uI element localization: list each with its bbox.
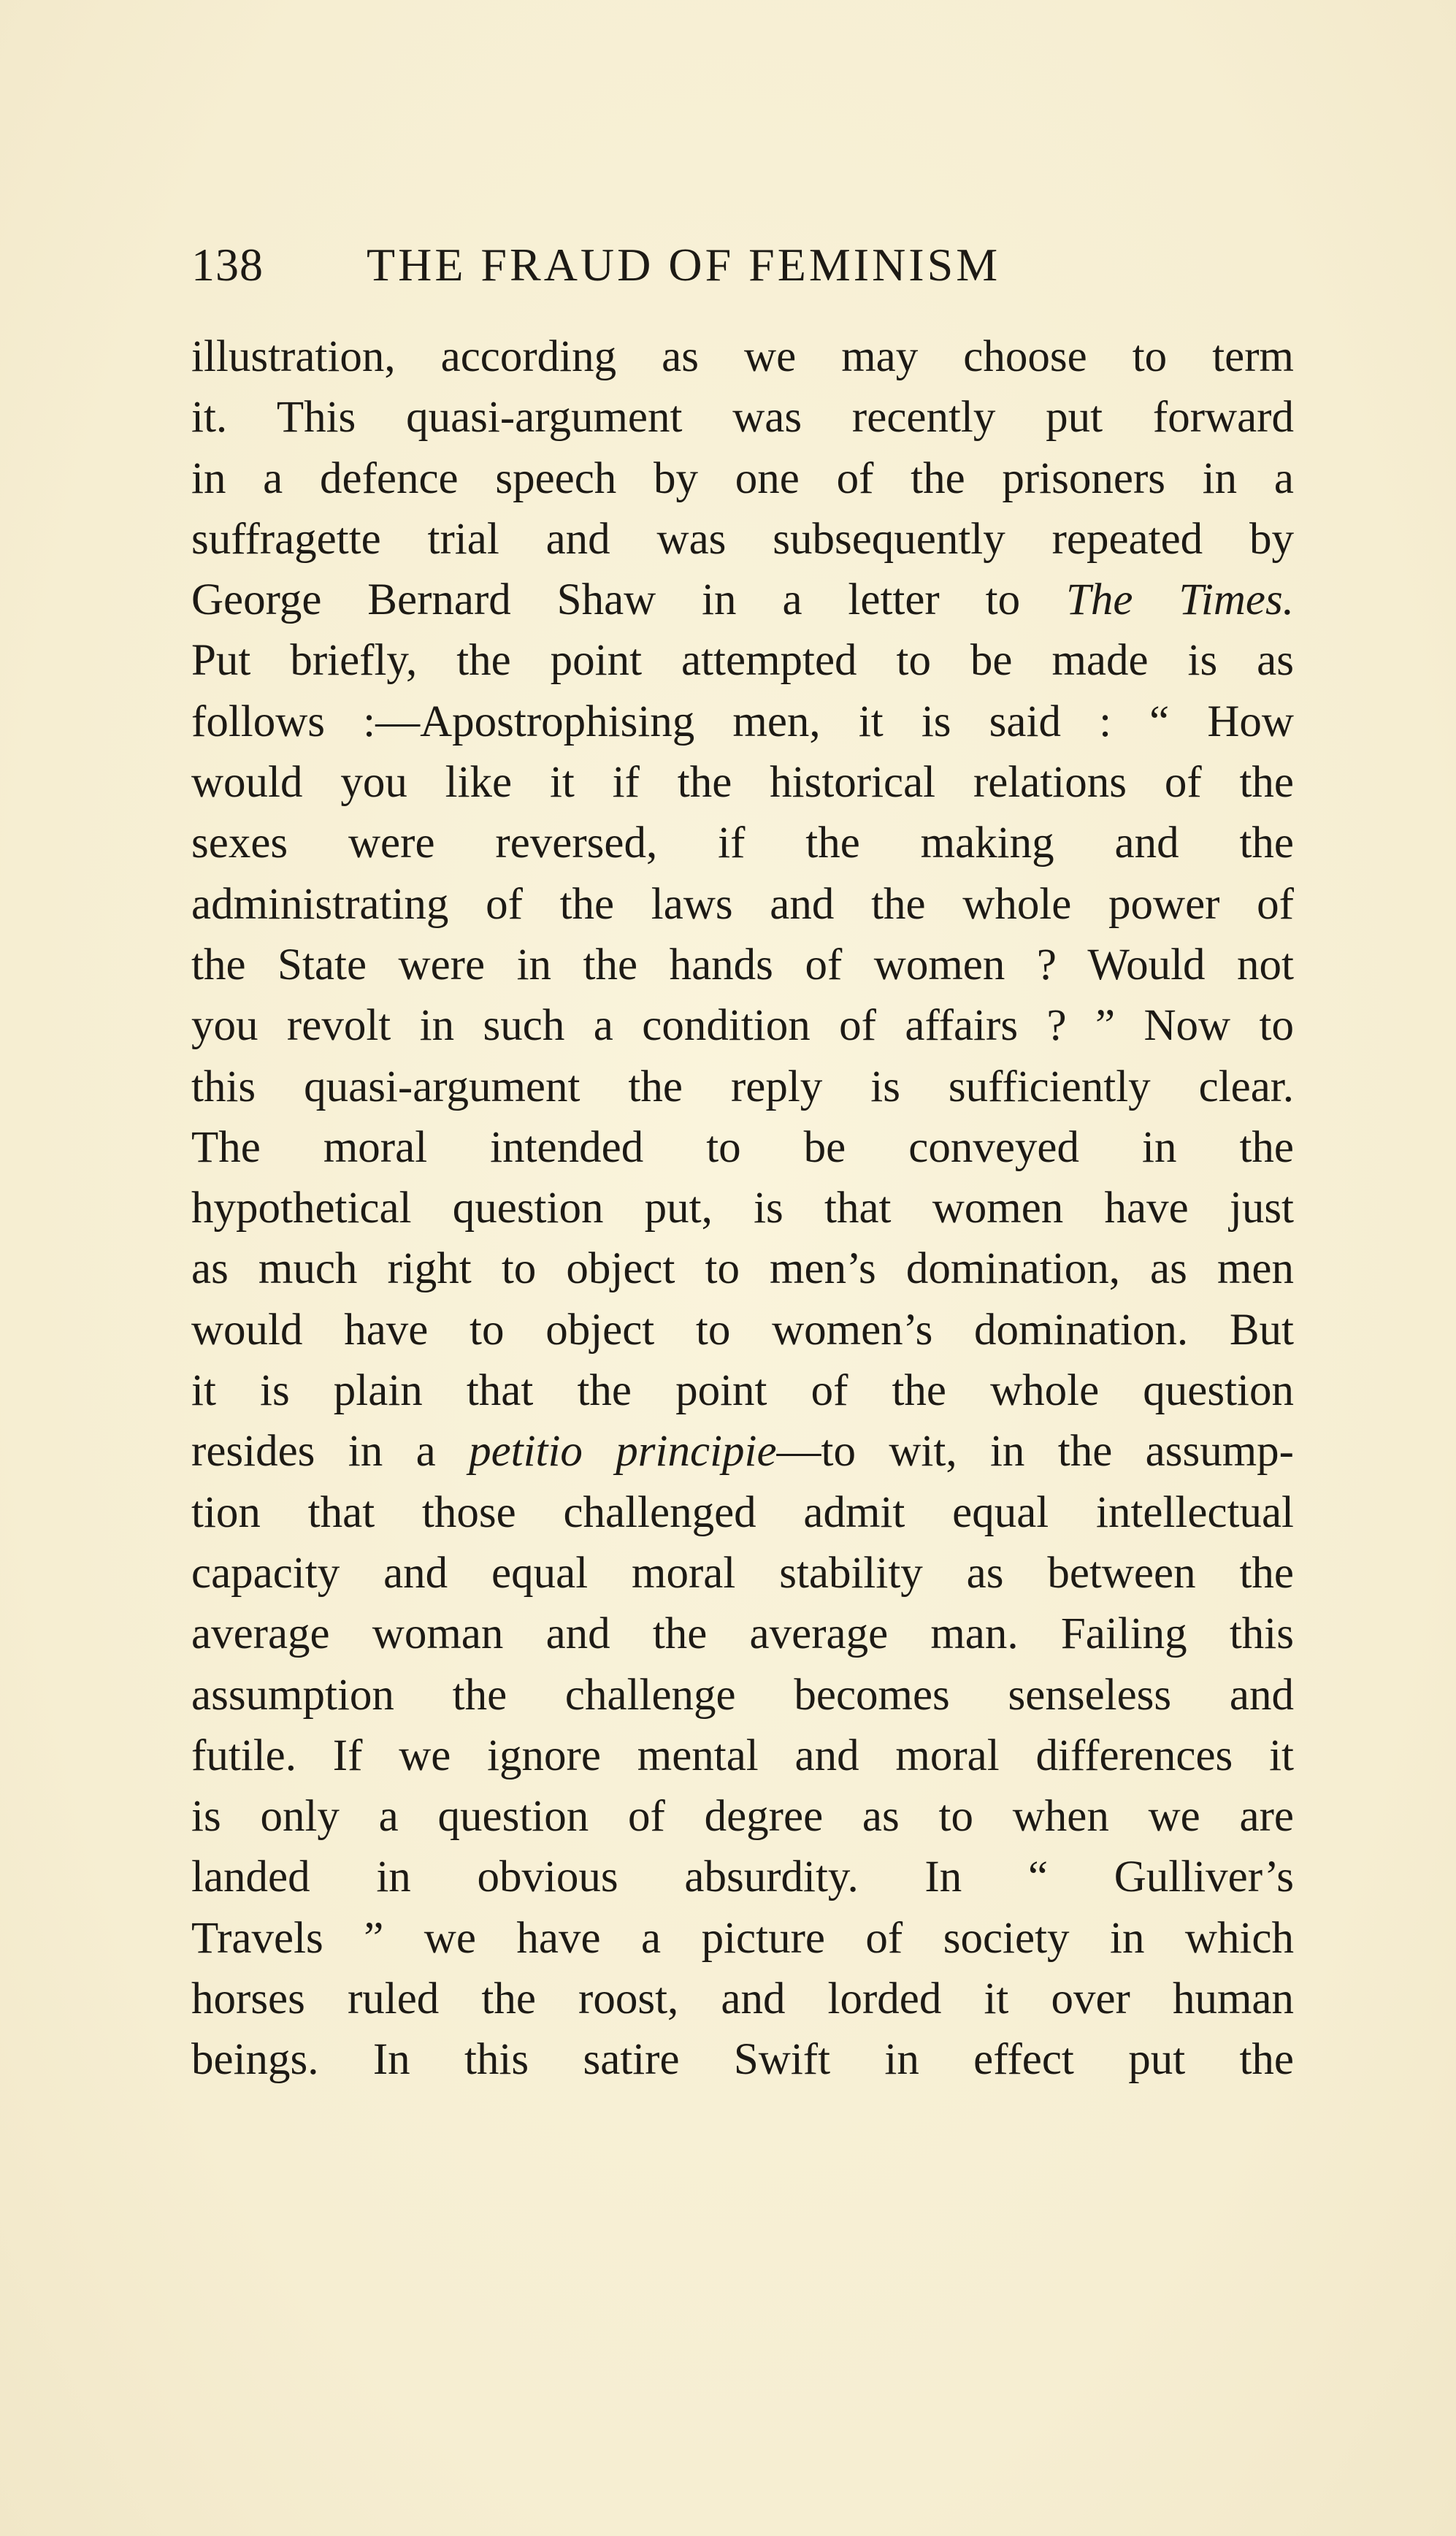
text-line: Travels ” we have a picture of society in which: [191, 1913, 1294, 1963]
text-line: [191, 1421, 1294, 1482]
text-line: this quasi-argument the reply is sufficiently clear.: [191, 1062, 1294, 1111]
text-line: Put briefly, the point attempted to be made is as: [191, 636, 1294, 686]
text-line: landed in obvious absurdity. In “ Gulliver’s: [191, 1853, 1294, 1902]
page-number: 138: [191, 239, 264, 291]
text-line: capacity and equal moral stability as between the: [191, 1548, 1294, 1598]
text-line: would you like it if the historical relations of the: [191, 758, 1294, 808]
text-line: suffragette trial and was subsequently repeated by: [191, 514, 1294, 564]
text-line: horses ruled the roost, and lorded it over human: [191, 1974, 1294, 2024]
text-line: the State were in the hands of women ? Would not: [191, 940, 1294, 989]
italic-phrase: petitio principie: [469, 1427, 777, 1476]
text-line: assumption the challenge becomes senseless and: [191, 1670, 1294, 1720]
text-segment: resides in a: [191, 1427, 470, 1476]
text-line: in a defence speech by one of the prisoners in a: [191, 453, 1294, 503]
text-line: it. This quasi-argument was recently put forward: [191, 393, 1294, 443]
text-line: beings. In this satire Swift in effect put the: [191, 2035, 1294, 2085]
text-line: follows :—Apostrophising men, it is said : “ How: [191, 697, 1294, 746]
text-line: tion that those challenged admit equal intellectual: [191, 1487, 1294, 1537]
text-line: illustration, according as we may choose to term: [191, 332, 1294, 381]
italic-title: The Times.: [1065, 575, 1294, 625]
text-line: average woman and the average man. Failing this: [191, 1609, 1294, 1659]
body-text: [191, 326, 1294, 2091]
text-line: it is plain that the point of the whole question: [191, 1366, 1294, 1416]
running-head: THE FRAUD OF FEMINISM: [367, 239, 1001, 291]
text-line: sexes were reversed, if the making and the: [191, 819, 1294, 868]
text-segment: George Bernard Shaw in a letter to: [191, 575, 1066, 625]
text-segment: —to wit, in the assump-: [776, 1427, 1294, 1476]
text-line: The moral intended to be conveyed in the: [191, 1122, 1294, 1172]
text-line: is only a question of degree as to when we are: [191, 1792, 1294, 1842]
text-line: as much right to object to men’s domination, as men: [191, 1244, 1294, 1294]
page-header: [191, 232, 1294, 298]
text-line: administrating of the laws and the whole power of: [191, 879, 1294, 929]
text-line: futile. If we ignore mental and moral differences it: [191, 1731, 1294, 1780]
text-line: [191, 570, 1294, 630]
text-line: hypothetical question put, is that women have just: [191, 1184, 1294, 1233]
text-line: would have to object to women’s domination. But: [191, 1305, 1294, 1355]
text-line: you revolt in such a condition of affairs ? ” Now to: [191, 1001, 1294, 1051]
